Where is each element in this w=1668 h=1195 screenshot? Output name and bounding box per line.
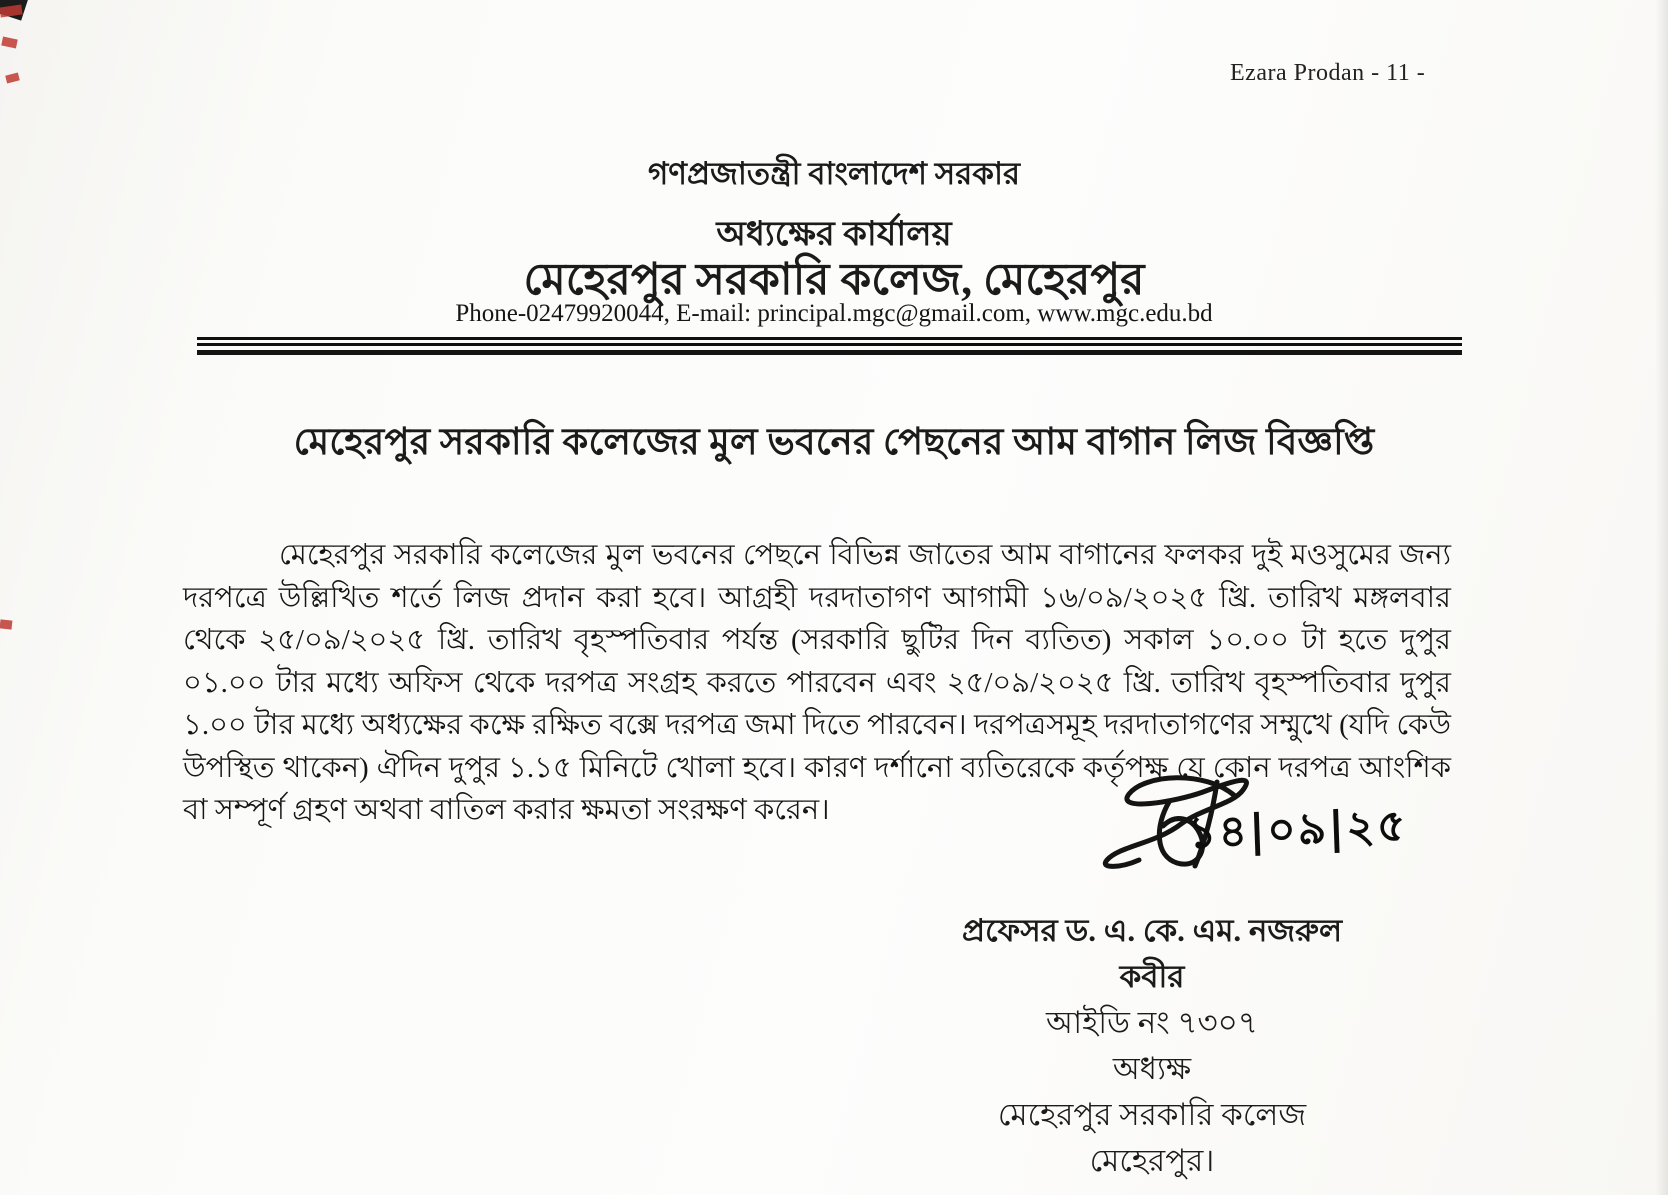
signatory-designation: অধ্যক্ষ [1112, 1051, 1192, 1086]
notice-body-paragraph: মেহেরপুর সরকারি কলেজের মুল ভবনের পেছনে বিভিন্ন জাতের আম বাগানের ফলকর দুই মওসুমের জন্য দরপত্রে উল্লিখিত শর্তে লিজ প্রদান করা হবে। আগ্রহী দরদাতাগণ আগামী ১৬/০৯/২০২৫ খ্রি. তারিখ মঙ্গলবার থেকে ২৫/০৯/২০২৫ খ্রি. তারিখ বৃহস্পতিবার পর্যন্ত (সরকারি ছুটির দিন ব্যতিত) সকাল ১০.০০ টা হতে দুপুর ০১.০০ টার মধ্যে অফিস থেকে দরপত্র সংগ্রহ করতে পারবেন এবং ২৫/০৯/২০২৫ খ্রি. তারিখ বৃহস্পতিবার দুপুর ১.০০ টার মধ্যে অধ্যক্ষের কক্ষে রক্ষিত বক্সে দরপত্র জমা দিতে পারবেন। দরপত্রসমূহ দরদাতাগণের সম্মুখে (যদি কেউ উপস্থিত থাকেন) ঐদিন দুপুর ১.১৫ মিনিটে খোলা হবে। কারণ দর্শানো ব্যতিরেকে কর্তৃপক্ষ যে কোন দরপত্র আংশিক বা সম্পূর্ণ গ্রহণ অথবা বাতিল করার ক্ষমতা সংরক্ষণ করেন। [183, 539, 1451, 826]
handwritten-date: ১৪|০৯|২৫ [1187, 800, 1409, 859]
letterhead-institution-line: মেহেরপুর সরকারি কলেজ, মেহেরপুর [523, 255, 1145, 304]
divider-line [197, 343, 1462, 346]
signatory-institution: মেহেরপুর সরকারি কলেজ [997, 1097, 1307, 1132]
letterhead-government-line: গণপ্রজাতন্ত্রী বাংলাদেশ সরকার [647, 156, 1021, 191]
divider-line [197, 337, 1462, 340]
notice-title: মেহেরপুর সরকারি কলেজের মুল ভবনের পেছনের আম বাগান লিজ বিজ্ঞপ্তি [293, 422, 1375, 463]
signatory-location: মেহেরপুর। [1089, 1143, 1215, 1178]
scan-red-mark [1, 37, 18, 49]
letterhead-contact-line: Phone-02479920044, E-mail: principal.mgc@gmail.com, www.mgc.edu.bd [455, 300, 1213, 327]
signatory-name: প্রফেসর ড. এ. কে. এম. নজরুল কবীর [961, 913, 1343, 994]
letterhead-divider [197, 337, 1462, 355]
scan-red-mark [0, 619, 12, 629]
divider-line [197, 350, 1462, 355]
signature-block [928, 908, 1376, 1184]
signatory-id: আইডি নং ৭৩০৭ [1046, 1005, 1258, 1040]
page-number-note: Ezara Prodan - 11 - [1230, 60, 1426, 86]
letterhead-office-line: অধ্যক্ষের কার্যালয় [716, 216, 952, 253]
scan-red-mark [5, 73, 20, 84]
